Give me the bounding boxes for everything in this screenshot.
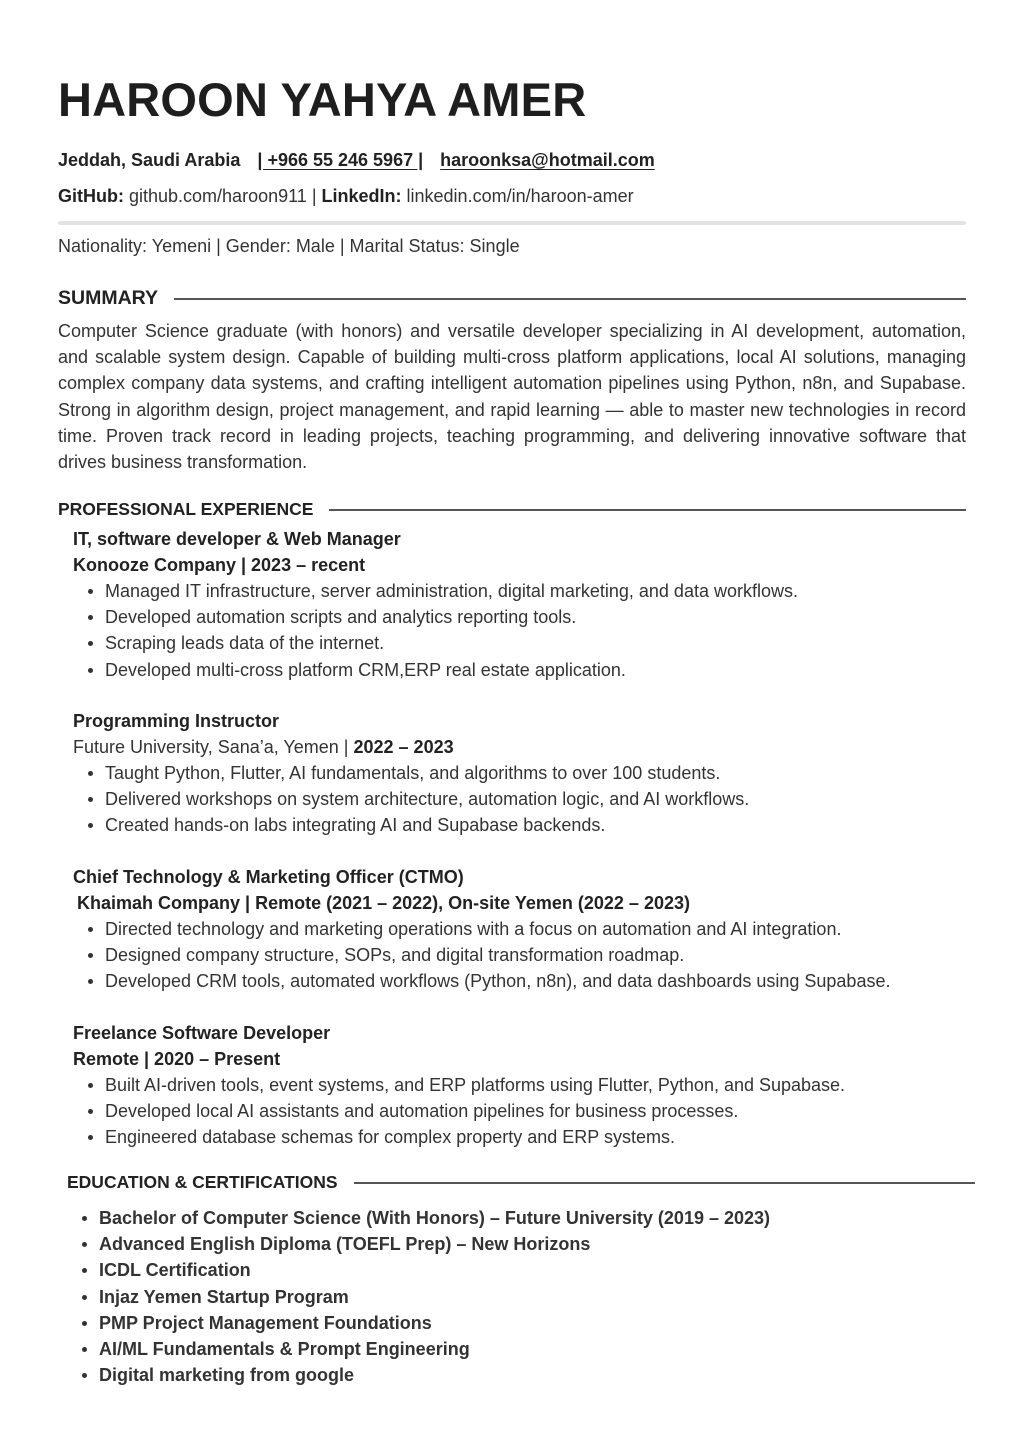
github-link[interactable]: github.com/haroon911 (129, 186, 307, 206)
section-divider (354, 1182, 975, 1184)
list-item: Taught Python, Flutter, AI fundamentals, and algorithms to over 100 students. (73, 760, 1003, 786)
list-item: Developed multi-cross platform CRM,ERP real estate application. (73, 657, 1003, 683)
job-entry-freelance (73, 1020, 1003, 1151)
separator: | (311, 186, 317, 206)
linkedin-label: LinkedIn: (321, 186, 402, 206)
experience-heading-text: PROFESSIONAL EXPERIENCE (58, 499, 314, 519)
job-bullets (73, 1072, 1003, 1151)
job-company (73, 734, 1003, 760)
list-item: Engineered database schemas for complex property and ERP systems. (73, 1124, 1003, 1150)
list-item: PMP Project Management Foundations (67, 1310, 967, 1336)
linkedin-link[interactable]: linkedin.com/in/haroon-amer (406, 186, 634, 206)
job-title: Chief Technology & Marketing Officer (CTMO) (73, 867, 464, 887)
candidate-name: HAROON YAHYA AMER (58, 73, 587, 126)
job-entry-konooze (73, 526, 1003, 683)
job-bullets (73, 760, 1003, 839)
education-heading (67, 1172, 975, 1193)
phone-link[interactable]: | +966 55 246 5967 | (257, 150, 424, 170)
header-divider (58, 221, 966, 225)
job-title: IT, software developer & Web Manager (73, 529, 401, 549)
list-item: ICDL Certification (67, 1257, 967, 1283)
list-item: Created hands-on labs integrating AI and Supabase backends. (73, 812, 1003, 838)
job-title: Programming Instructor (73, 711, 280, 731)
list-item: Developed automation scripts and analytics reporting tools. (73, 604, 1003, 630)
list-item: Directed technology and marketing operations with a focus on automation and AI integration. (73, 916, 1003, 942)
summary-text: Computer Science graduate (with honors) and versatile developer specializing in AI development, automation, and scalable system design. Capable of building multi-cross platform applications, local AI solutions, managing complex company data systems, and crafting intelligent automation pipelines using Python, n8n, and Supabase. Strong in algorithm design, project management, and rapid learning — able to master new technologies in record time. Proven track record in leading projects, teaching programming, and delivering innovative software that drives business transformation. (58, 321, 966, 473)
list-item: Built AI-driven tools, event systems, and ERP platforms using Flutter, Python, and Supabase. (73, 1072, 1003, 1098)
list-item: Advanced English Diploma (TOEFL Prep) – New Horizons (67, 1231, 967, 1257)
job-company: Remote | 2020 – Present (73, 1049, 281, 1069)
section-divider (329, 509, 966, 511)
list-item: AI/ML Fundamentals & Prompt Engineering (67, 1336, 967, 1362)
list-item: Developed local AI assistants and automation pipelines for business processes. (73, 1098, 1003, 1124)
education-heading-text: EDUCATION & CERTIFICATIONS (67, 1172, 338, 1192)
job-entry-instructor (73, 708, 1003, 839)
list-item: Scraping leads data of the internet. (73, 630, 1003, 656)
job-bullets (73, 578, 1003, 683)
personal-info: Nationality: Yemeni | Gender: Male | Marital Status: Single (58, 236, 520, 256)
section-divider (174, 298, 966, 300)
list-item: Delivered workshops on system architecture, automation logic, and AI workflows. (73, 786, 1003, 812)
list-item: Developed CRM tools, automated workflows (Python, n8n), and data dashboards using Supabase. (73, 968, 1003, 994)
job-company: Khaimah Company | Remote (2021 – 2022), On-site Yemen (2022 – 2023) (77, 893, 690, 913)
job-employer: Future University, Sana’a, Yemen | (73, 737, 349, 757)
list-item: Injaz Yemen Startup Program (67, 1284, 967, 1310)
list-item: Digital marketing from google (67, 1362, 967, 1388)
contact-line-primary (58, 150, 655, 171)
experience-heading (58, 499, 966, 520)
github-label: GitHub: (58, 186, 124, 206)
location: Jeddah, Saudi Arabia (58, 150, 241, 170)
email-link[interactable]: haroonksa@hotmail.com (440, 150, 655, 170)
contact-line-links (58, 186, 634, 207)
job-entry-khaimah (73, 864, 1003, 995)
summary-heading (58, 287, 966, 310)
list-item: Bachelor of Computer Science (With Honors) – Future University (2019 – 2023) (67, 1205, 967, 1231)
job-title: Freelance Software Developer (73, 1023, 331, 1043)
job-bullets (73, 916, 1003, 995)
list-item: Managed IT infrastructure, server administration, digital marketing, and data workflows. (73, 578, 1003, 604)
summary-heading-text: SUMMARY (58, 287, 159, 309)
job-company: Konooze Company | 2023 – recent (73, 555, 366, 575)
education-list (67, 1205, 967, 1388)
job-dates: 2022 – 2023 (353, 737, 454, 757)
list-item: Designed company structure, SOPs, and digital transformation roadmap. (73, 942, 1003, 968)
